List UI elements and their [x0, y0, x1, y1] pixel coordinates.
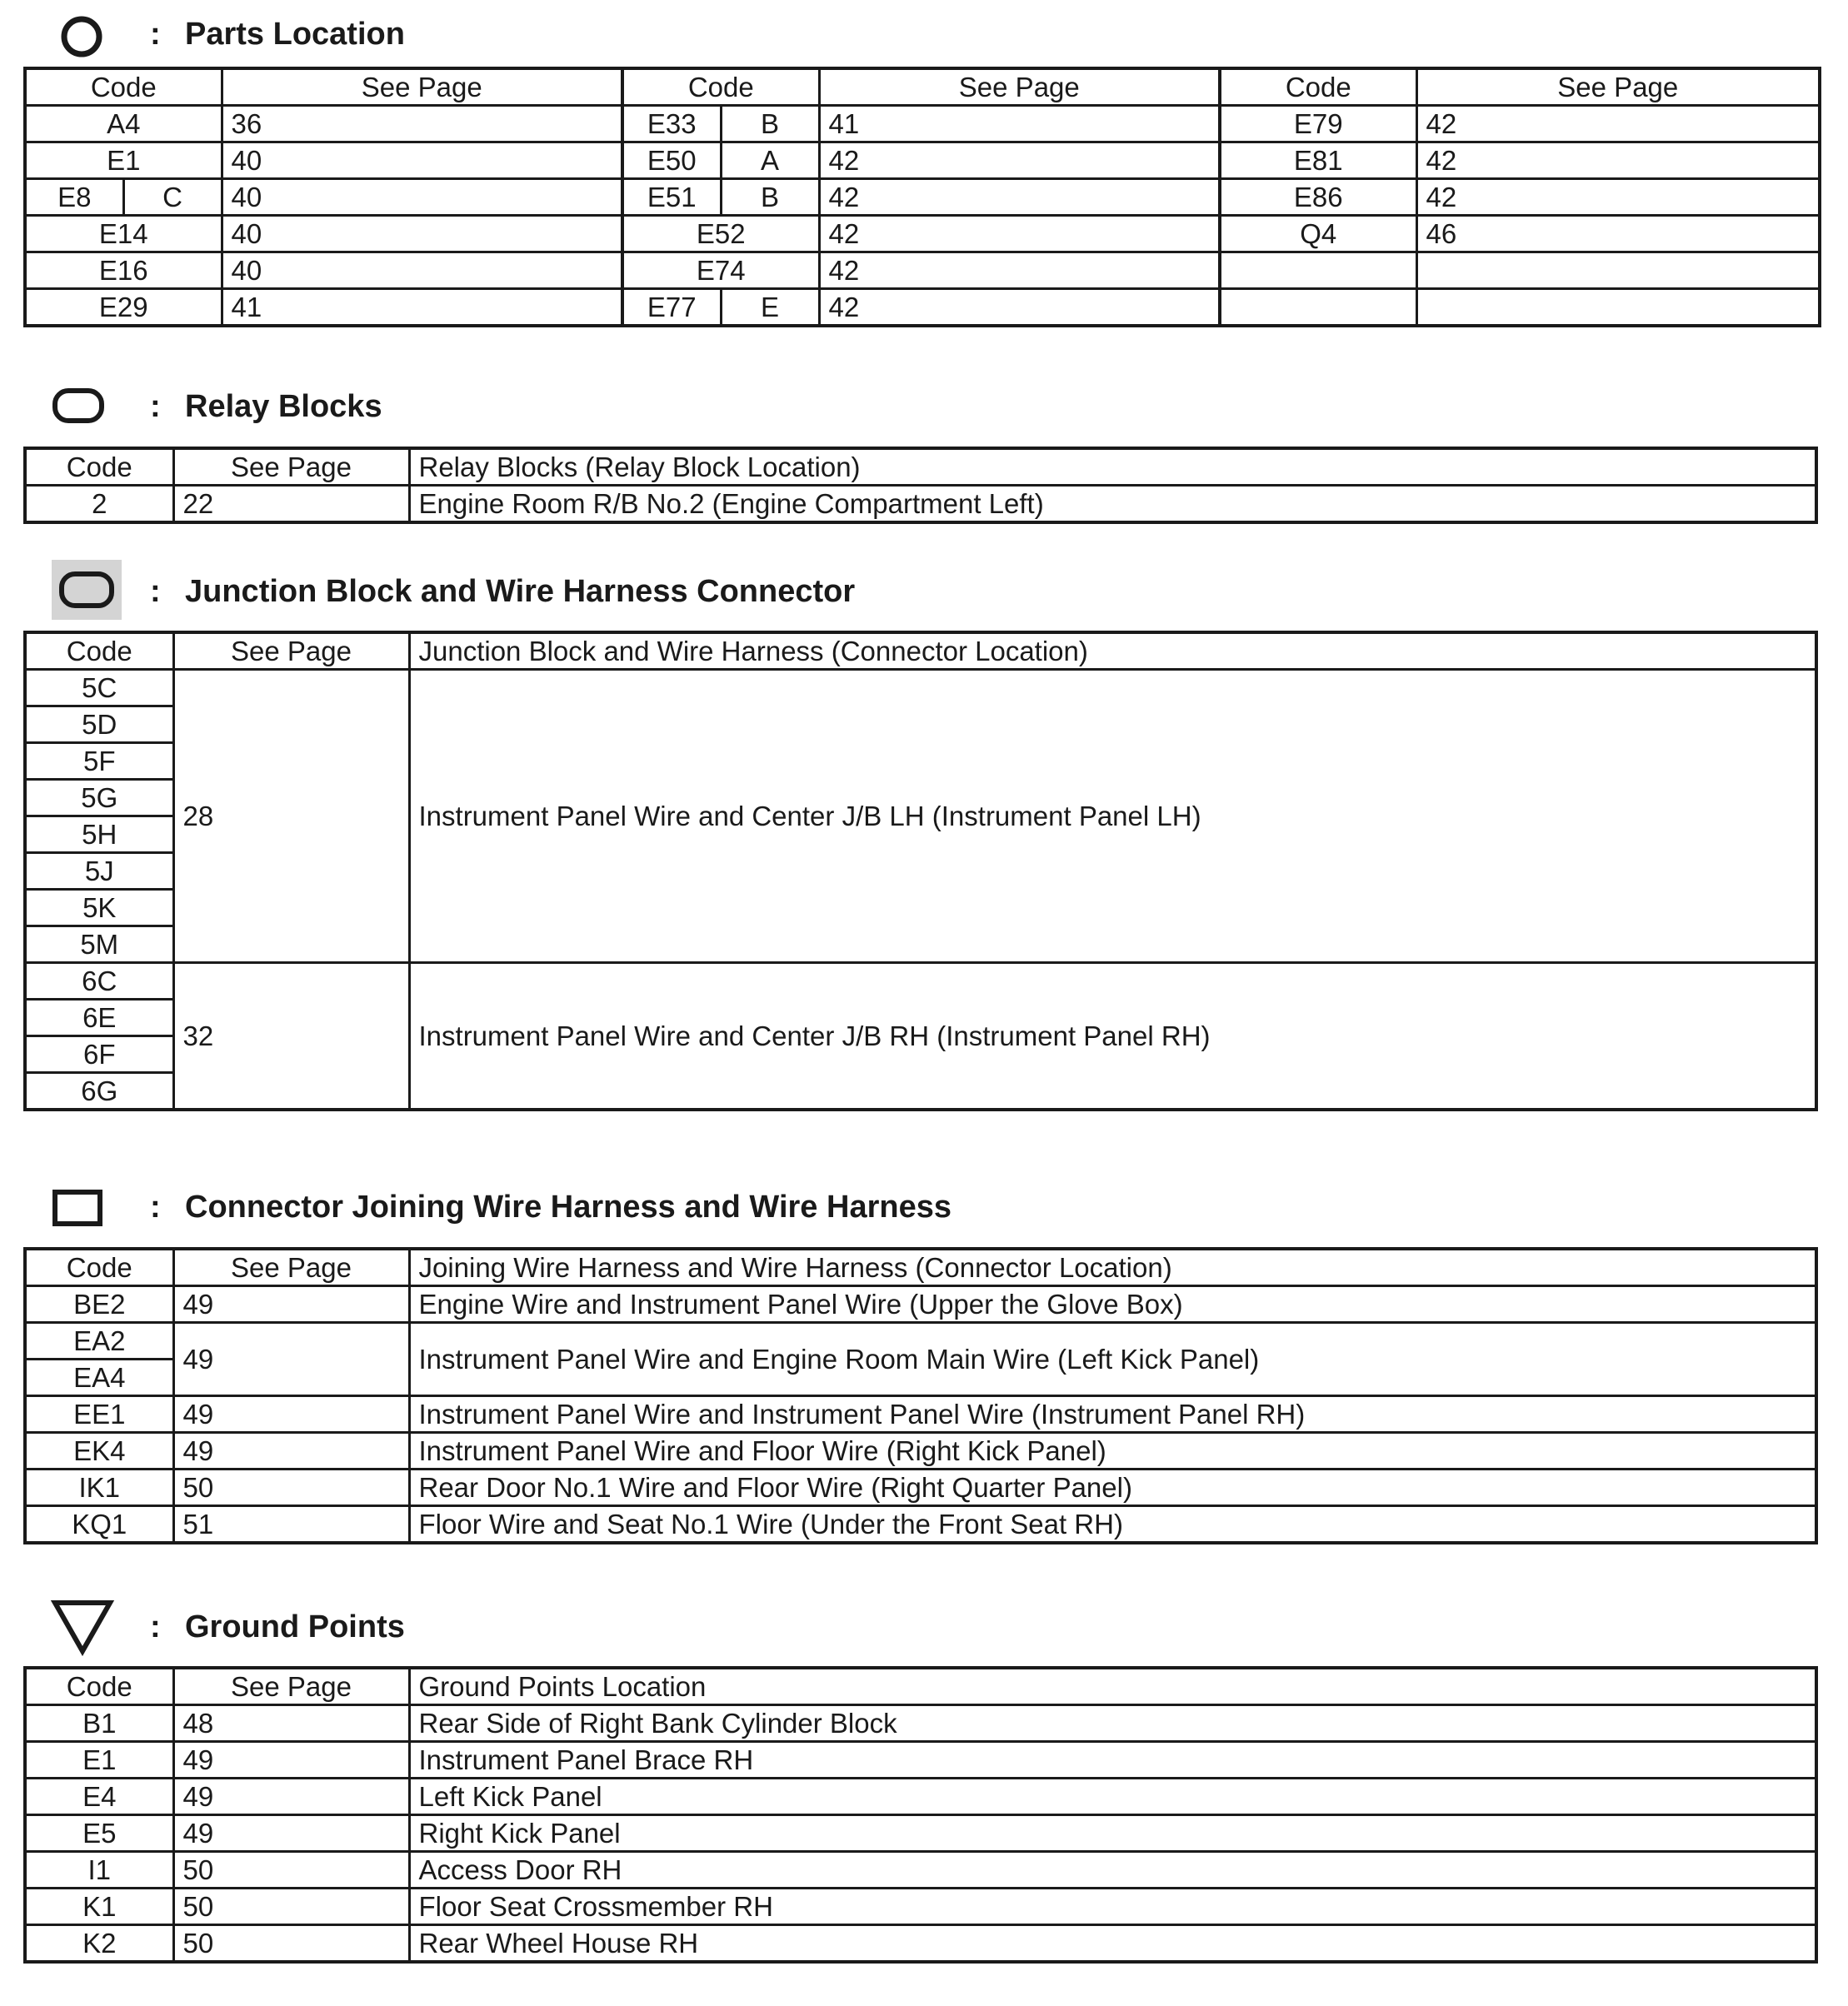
section-title: Relay Blocks: [185, 389, 382, 424]
connector-joining-table: [23, 1247, 1818, 1544]
page-cell: 42: [819, 216, 1220, 252]
page-cell: 40: [222, 216, 622, 252]
triangle-symbol-icon: [50, 1598, 115, 1656]
code-cell: E52: [622, 216, 819, 252]
table-row: [25, 1705, 1816, 1742]
code-cell: B1: [25, 1705, 173, 1742]
parts-location-header: [0, 0, 1848, 67]
page-cell: 48: [173, 1705, 409, 1742]
code-cell: E81: [1220, 142, 1416, 179]
table-row: [25, 1470, 1816, 1506]
location-cell: Engine Room R/B No.2 (Engine Compartment Left): [409, 486, 1816, 523]
table-row: [25, 1889, 1816, 1925]
code-cell: E4: [25, 1779, 173, 1815]
code-cell: E1: [25, 142, 222, 179]
shaded-rounded-rectangle-symbol-icon: [58, 571, 115, 609]
sub-code-cell: E: [721, 289, 819, 327]
code-cell: BE2: [25, 1286, 173, 1323]
colon: :: [150, 17, 161, 52]
code-cell: 5F: [25, 743, 173, 780]
see-page-header: See Page: [173, 448, 409, 486]
see-page-header: See Page: [173, 632, 409, 670]
ground-points-table: [23, 1666, 1818, 1964]
page-cell: 42: [1416, 106, 1820, 142]
table-row: [25, 1506, 1816, 1544]
code-header: Code: [25, 448, 173, 486]
code-header: Code: [25, 68, 222, 106]
code-header: Code: [25, 632, 173, 670]
page-cell: 42: [819, 179, 1220, 216]
section-title: Ground Points: [185, 1609, 405, 1644]
code-cell: K1: [25, 1889, 173, 1925]
location-cell: Instrument Panel Wire and Center J/B LH (Instrument Panel LH): [409, 670, 1816, 963]
see-page-header: See Page: [173, 1249, 409, 1286]
page-cell: 42: [1416, 142, 1820, 179]
page-cell: 40: [222, 252, 622, 289]
sub-code-cell: B: [721, 106, 819, 142]
table-row: [25, 142, 1820, 179]
location-cell: Instrument Panel Wire and Engine Room Main Wire (Left Kick Panel): [409, 1323, 1816, 1396]
code-header: Code: [622, 68, 819, 106]
page-cell: 42: [819, 252, 1220, 289]
code-header: Code: [25, 1668, 173, 1705]
code-cell: E33: [622, 106, 721, 142]
code-cell: 5M: [25, 926, 173, 963]
page-cell: 36: [222, 106, 622, 142]
location-cell: Instrument Panel Brace RH: [409, 1742, 1816, 1779]
location-header: Relay Blocks (Relay Block Location): [409, 448, 1816, 486]
table-row: [25, 1815, 1816, 1852]
connector-joining-header: [0, 1170, 1848, 1237]
table-row: [25, 1396, 1816, 1433]
sub-code-cell: C: [123, 179, 222, 216]
table-row: [25, 1779, 1816, 1815]
table-row: [25, 106, 1820, 142]
table-row: [25, 963, 1816, 1000]
rounded-rectangle-symbol-icon: [52, 387, 105, 424]
location-header: Ground Points Location: [409, 1668, 1816, 1705]
colon: :: [150, 389, 161, 424]
code-cell: 2: [25, 486, 173, 523]
colon: :: [150, 1609, 161, 1644]
page-cell: 51: [173, 1506, 409, 1544]
page-cell: 46: [1416, 216, 1820, 252]
colon: :: [150, 574, 161, 609]
location-cell: Access Door RH: [409, 1852, 1816, 1889]
page-cell: 40: [222, 142, 622, 179]
location-cell: Floor Seat Crossmember RH: [409, 1889, 1816, 1925]
circle-symbol-icon: [60, 15, 103, 58]
page-cell: 49: [173, 1323, 409, 1396]
location-cell: Instrument Panel Wire and Center J/B RH (Instrument Panel RH): [409, 963, 1816, 1110]
code-cell: EA4: [25, 1360, 173, 1396]
location-header: Joining Wire Harness and Wire Harness (Connector Location): [409, 1249, 1816, 1286]
code-cell: [1220, 289, 1416, 327]
table-header-row: [25, 448, 1816, 486]
page-cell: 42: [819, 142, 1220, 179]
code-cell: 6C: [25, 963, 173, 1000]
junction-block-table: [23, 631, 1818, 1111]
code-cell: E1: [25, 1742, 173, 1779]
colon: :: [150, 1190, 161, 1225]
code-cell: E5: [25, 1815, 173, 1852]
see-page-header: See Page: [819, 68, 1220, 106]
table-header-row: [25, 632, 1816, 670]
table-row: [25, 1286, 1816, 1323]
code-cell: [1220, 252, 1416, 289]
code-cell: E79: [1220, 106, 1416, 142]
table-row: [25, 486, 1816, 523]
code-cell: A4: [25, 106, 222, 142]
code-cell: EA2: [25, 1323, 173, 1360]
code-cell: I1: [25, 1852, 173, 1889]
code-cell: E74: [622, 252, 819, 289]
location-cell: Instrument Panel Wire and Instrument Panel Wire (Instrument Panel RH): [409, 1396, 1816, 1433]
table-row: [25, 1433, 1816, 1470]
code-cell: 5J: [25, 853, 173, 890]
see-page-header: See Page: [173, 1668, 409, 1705]
table-header-row: [25, 68, 1820, 106]
see-page-header: See Page: [222, 68, 622, 106]
page-cell: [1416, 289, 1820, 327]
page-cell: 49: [173, 1433, 409, 1470]
code-cell: E86: [1220, 179, 1416, 216]
code-header: Code: [25, 1249, 173, 1286]
relay-blocks-header: [0, 371, 1848, 437]
location-cell: Engine Wire and Instrument Panel Wire (Upper the Glove Box): [409, 1286, 1816, 1323]
location-cell: Floor Wire and Seat No.1 Wire (Under the Front Seat RH): [409, 1506, 1816, 1544]
code-cell: 5K: [25, 890, 173, 926]
table-row: [25, 216, 1820, 252]
code-cell: 6E: [25, 1000, 173, 1036]
table-row: [25, 179, 1820, 216]
sub-code-cell: B: [721, 179, 819, 216]
code-cell: 5C: [25, 670, 173, 706]
page-cell: 40: [222, 179, 622, 216]
page-cell: 28: [173, 670, 409, 963]
sub-code-cell: A: [721, 142, 819, 179]
section-title: Junction Block and Wire Harness Connector: [185, 574, 856, 609]
relay-blocks-table: [23, 447, 1818, 524]
table-row: [25, 1742, 1816, 1779]
page-cell: 41: [222, 289, 622, 327]
code-cell: E77: [622, 289, 721, 327]
code-cell: K2: [25, 1925, 173, 1963]
location-cell: Rear Door No.1 Wire and Floor Wire (Right Quarter Panel): [409, 1470, 1816, 1506]
page-cell: 49: [173, 1779, 409, 1815]
code-cell: E29: [25, 289, 222, 327]
page-cell: [1416, 252, 1820, 289]
page-cell: 50: [173, 1470, 409, 1506]
page-cell: 42: [1416, 179, 1820, 216]
page-cell: 50: [173, 1889, 409, 1925]
page-cell: 50: [173, 1925, 409, 1963]
table-header-row: [25, 1668, 1816, 1705]
table-row: [25, 1925, 1816, 1963]
section-title: Connector Joining Wire Harness and Wire Harness: [185, 1190, 951, 1225]
code-cell: KQ1: [25, 1506, 173, 1544]
ground-points-header: [0, 1591, 1848, 1658]
location-header: Junction Block and Wire Harness (Connector Location): [409, 632, 1816, 670]
code-cell: 5G: [25, 780, 173, 816]
location-cell: Left Kick Panel: [409, 1779, 1816, 1815]
code-header: Code: [1220, 68, 1416, 106]
page-cell: 32: [173, 963, 409, 1110]
code-cell: E8: [25, 179, 123, 216]
page-cell: 41: [819, 106, 1220, 142]
code-cell: IK1: [25, 1470, 173, 1506]
code-cell: E51: [622, 179, 721, 216]
location-cell: Right Kick Panel: [409, 1815, 1816, 1852]
section-title: Parts Location: [185, 17, 405, 52]
table-row: [25, 1852, 1816, 1889]
code-cell: EE1: [25, 1396, 173, 1433]
location-cell: Rear Side of Right Bank Cylinder Block: [409, 1705, 1816, 1742]
code-cell: 6F: [25, 1036, 173, 1073]
page-cell: 42: [819, 289, 1220, 327]
code-cell: 5H: [25, 816, 173, 853]
page-cell: 50: [173, 1852, 409, 1889]
parts-location-table: [23, 67, 1821, 327]
table-row: [25, 252, 1820, 289]
code-cell: 5D: [25, 706, 173, 743]
page-cell: 49: [173, 1396, 409, 1433]
code-cell: E16: [25, 252, 222, 289]
table-header-row: [25, 1249, 1816, 1286]
page-cell: 22: [173, 486, 409, 523]
location-cell: Rear Wheel House RH: [409, 1925, 1816, 1963]
code-cell: E50: [622, 142, 721, 179]
rectangle-symbol-icon: [52, 1189, 103, 1227]
page-cell: 49: [173, 1742, 409, 1779]
table-row: [25, 670, 1816, 706]
junction-block-header: [0, 554, 1848, 621]
location-cell: Instrument Panel Wire and Floor Wire (Right Kick Panel): [409, 1433, 1816, 1470]
code-cell: Q4: [1220, 216, 1416, 252]
code-cell: EK4: [25, 1433, 173, 1470]
table-row: [25, 289, 1820, 327]
table-row: [25, 1323, 1816, 1360]
code-cell: E14: [25, 216, 222, 252]
page-cell: 49: [173, 1815, 409, 1852]
code-cell: 6G: [25, 1073, 173, 1110]
see-page-header: See Page: [1416, 68, 1820, 106]
page-cell: 49: [173, 1286, 409, 1323]
